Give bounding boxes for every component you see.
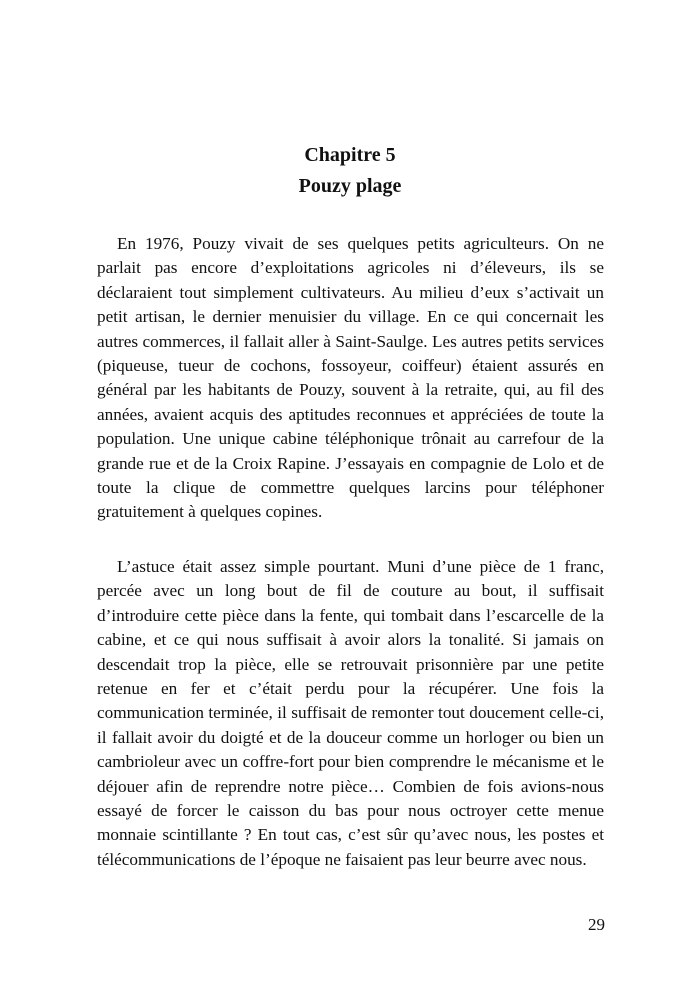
page-number: 29	[588, 915, 605, 934]
paragraph: En 1976, Pouzy vivait de ses quelques petits agriculteurs. On ne parlait pas encore d’exploitations agricoles ni d’éleveurs, ils se déclaraient tout simplement cultivateurs. Au milieu d’eux s’activait un petit artisan, le dernier menuisier du village. En ce qui concernait les autres commerces, il fallait aller à Saint-Saulge. Les autres petits services (piqueuse, tueur de cochons, fossoyeur, coiffeur) étaient assurés en général par les habitants de Pouzy, souvent à la retraite, qui, au fil des années, avaient acquis des aptitudes reconnues et appréciées de toute la population. Une unique cabine téléphonique trônait au carrefour de la grande rue et de la Croix Rapine. J’essayais en compagnie de Lolo et de toute la clique de commettre quelques larcins pour téléphoner gratuitement à quelques copines.	[97, 234, 604, 522]
chapter-heading	[0, 140, 700, 202]
paragraph: L’astuce était assez simple pourtant. Muni d’une pièce de 1 franc, percée avec un long bout de fil de couture au bout, il suffisait d’introduire cette pièce dans la fente, qui tombait dans l’escarcelle de la cabine, et ce qui nous suffisait à avoir alors la tonalité. Si jamais on descendait trop la pièce, elle se retrouvait prisonnière par une petite retenue en fer et c’était perdu pour la récupérer. Une fois la communication terminée, il suffisait de remonter tout doucement celle-ci, il fallait avoir du doigté et de la douceur comme un horloger ou bien un cambrioleur avec un coffre-fort pour bien comprendre le mécanisme et le déjouer afin de reprendre notre pièce… Combien de fois avions-nous essayé de forcer le caisson du bas pour nous octroyer cette menue monnaie scintillante ? En tout cas, c’est sûr qu’avec nous, les postes et télécommunications de l’époque ne faisaient pas leur beurre avec nous.	[97, 557, 604, 869]
chapter-title: Pouzy plage	[298, 175, 402, 197]
chapter-number: Chapitre 5	[304, 144, 396, 166]
